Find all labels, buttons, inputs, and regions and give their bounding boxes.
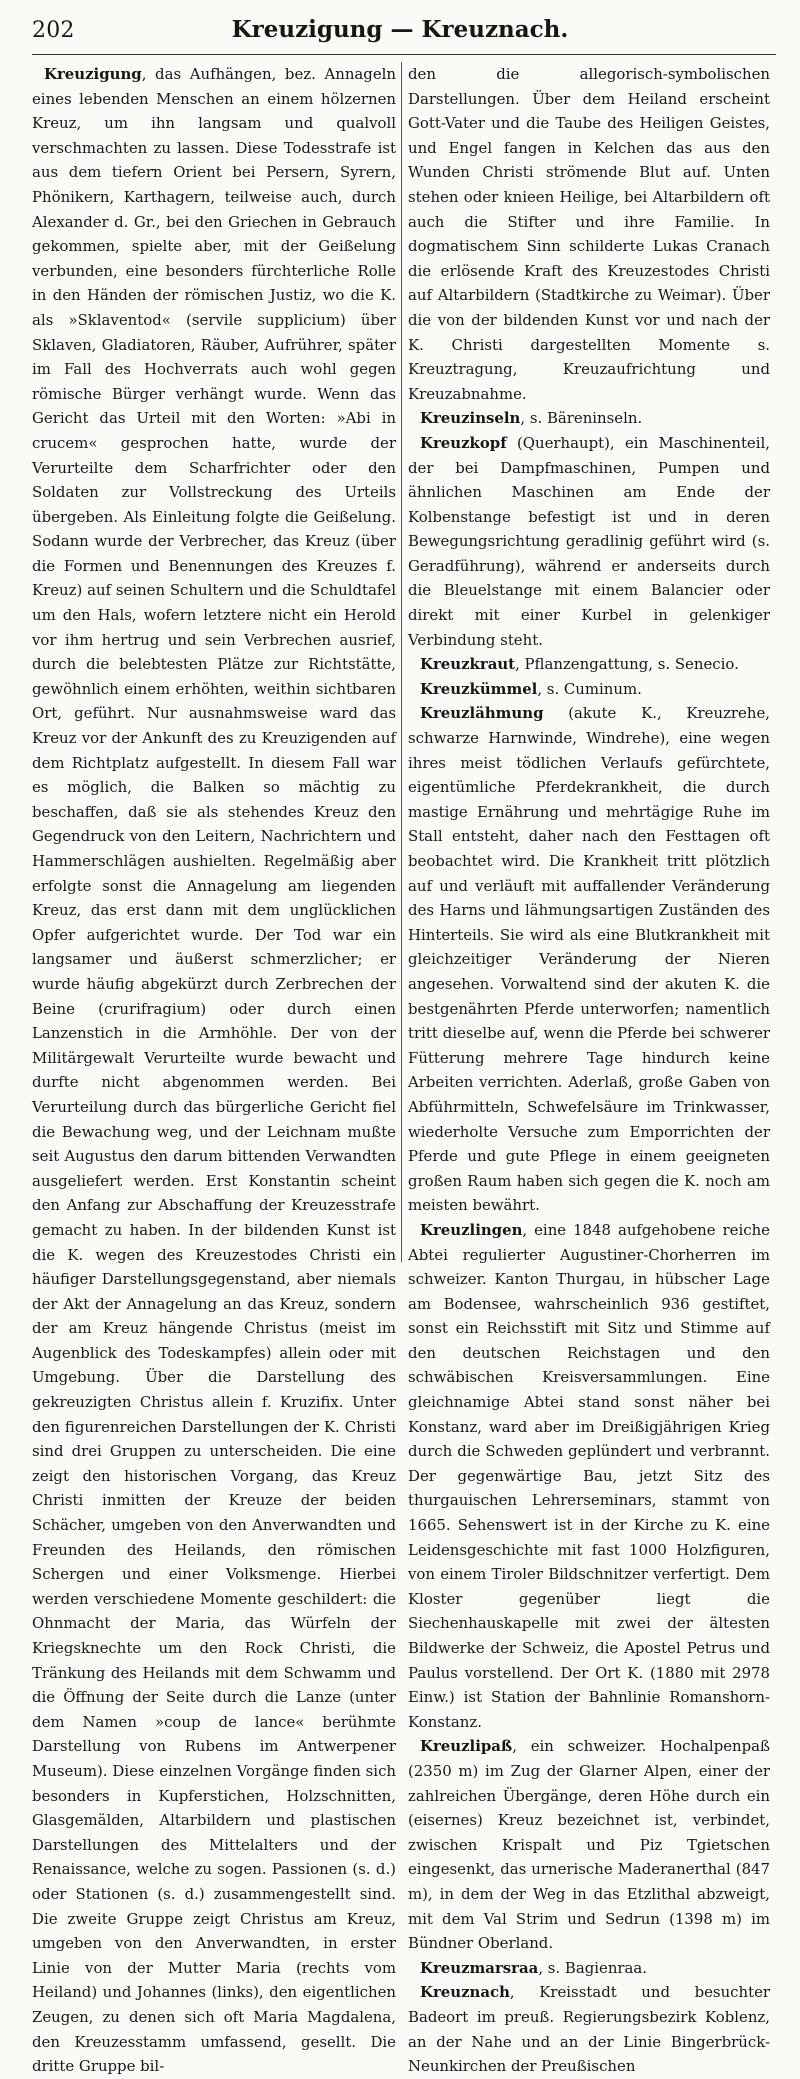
entry-kreuzkuemmel	[408, 677, 770, 702]
entry-kreuzlaehmung	[408, 701, 770, 1217]
entry-lemma: Kreuzlingen	[420, 1220, 523, 1239]
entry-lemma: Kreuzmarsraa	[420, 1958, 539, 1977]
entry-kreuzmarsraa	[408, 1956, 770, 1981]
entry-lemma: Kreuzlähmung	[420, 704, 544, 723]
column-divider	[401, 62, 402, 1262]
entry-lemma: Kreuzkümmel	[420, 679, 538, 698]
entry-lemma: Kreuznach	[420, 1983, 510, 2002]
entry-text: (Querhaupt), ein Maschinenteil, der bei Dampfmaschinen, Pumpen und ähnlichen Maschinen am Ende der Kolbenstange befestigt ist und in deren Bewegungsrichtung geradlinig geführt wird (s. Geradführung), während er anderseits durch die Bleuelstange mit einem Balancier oder direkt mit einer Kurbel in gelenkiger Verbindung steht.	[408, 433, 770, 649]
entry-kreuzinseln	[408, 406, 770, 431]
entry-text: , s. Cuminum.	[537, 679, 642, 698]
entry-text: , s. Bäreninseln.	[520, 409, 643, 428]
entry-kreuzigung	[32, 62, 396, 2079]
running-title: Kreuzigung — Kreuznach.	[231, 16, 569, 43]
entry-lemma: Kreuzlipaß	[420, 1737, 513, 1756]
entry-kreuzlingen	[408, 1218, 770, 1734]
entry-text: den die allegorisch-symbolischen Darstellungen. Über dem Heiland erscheint Gott-Vater und die Taube des Heiligen Geistes, und Engel fangen in Kelchen das aus den Wunden Christi strömende Blut auf. Unten stehen oder knieen Heilige, bei Altarbildern oft auch die Stifter und ihre Familie. In dogmatischem Sinn schilderte Lukas Cranach die erlösende Kraft des Kreuzestodes Christi auf Altarbildern (Stadtkirche zu Weimar). Über die von der bildenden Kunst vor und nach der K. Christi dargestellten Momente s. Kreuztragung, Kreuzaufrichtung und Kreuzabnahme.	[408, 65, 770, 403]
entry-kreuzkopf	[408, 431, 770, 652]
page-number: 202	[32, 18, 75, 43]
entry-kreuznach	[408, 1980, 770, 2078]
left-column	[32, 62, 396, 2076]
entry-text: , das Aufhängen, bez. Annageln eines lebenden Menschen an einem hölzernen Kreuz, um ihn langsam und qualvoll verschmachten zu lassen. Diese Todesstrafe ist aus dem tiefern Orient bei Persern, Syrern, Phönikern, Karthagern, teilweise auch, durch Alexander d. Gr., bei den Griechen in Gebrauch gekommen, spielte aber, mit der Geißelung verbunden, eine besonders fürchterliche Rolle in den Händen der römischen Justiz, wo die K. als »Sklaventod« (servile supplicium) über Sklaven, Gladiatoren, Räuber, Aufrührer, später im Fall des Hochverrats auch wohl gegen römische Bürger verhängt wurde. Wenn das Gericht das Urteil mit den Worten: »Abi in crucem« gesprochen hatte, wurde der Verurteilte dem Scharfrichter oder den Soldaten zur Vollstreckung des Urteils übergeben. Als Einleitung folgte die Geißelung. Sodann wurde der Verbrecher, das Kreuz (über die Formen und Benennungen des Kreuzes f. Kreuz) auf seinen Schultern und die Schuldtafel um den Hals, wofern letztere nicht ein Herold vor ihm hertrug und sein Verbrechen ausrief, durch die belebtesten Plätze zur Richtstätte, gewöhnlich einem erhöhten, weithin sichtbaren Ort, geführt. Nur ausnahmsweise ward das Kreuz vor der Ankunft des zu Kreuzigenden auf dem Richtplatz aufgestellt. In diesem Fall war es möglich, die Balken so mächtig zu beschaffen, daß sie als stehendes Kreuz den Gegendruck von den Leitern, Nachrichtern und Hammerschlägen aushielten. Regelmäßig aber erfolgte sonst die Annagelung am liegenden Kreuz, das erst dann mit dem unglücklichen Opfer aufgerichtet wurde. Der Tod war ein langsamer und äußerst schmerzlicher; er wurde häufig abgekürzt durch Zerbrechen der Beine (crurifragium) oder durch einen Lanzenstich in die Armhöhle. Der von der Militärgewalt Verurteilte wurde bewacht und durfte nicht abgenommen werden. Bei Verurteilung durch das bürgerliche Gericht fiel die Bewachung weg, und der Leichnam mußte seit Augustus den darum bittenden Verwandten ausgeliefert werden. Erst Konstantin scheint den Anfang zur Abschaffung der Kreuzesstrafe gemacht zu haben. In der bildenden Kunst ist die K. wegen des Kreuzestodes Christi ein häufiger Darstellungsgegenstand, aber niemals der Akt der Annagelung an das Kreuz, sondern der am Kreuz hängende Christus (meist im Augenblick des Todeskampfes) allein oder mit Umgebung. Über die Darstellung des gekreuzigten Christus allein f. Kruzifix. Unter den figurenreichen Darstellungen der K. Christi sind drei Gruppen zu unterscheiden. Die eine zeigt den historischen Vorgang, das Kreuz Christi inmitten der Kreuze der beiden Schächer, umgeben von den Anverwandten und Freunden des Heilands, den römischen Schergen und einer Volksmenge. Hierbei werden verschiedene Momente geschildert: die Ohnmacht der Maria, das Würfeln der Kriegsknechte um den Rock Christi, die Tränkung des Heilands mit dem Schwamm und die Öffnung der Seite durch die Lanze (unter dem Namen »coup de lance« berühmte Darstellung von Rubens im Antwerpener Museum). Diese einzelnen Vorgänge finden sich besonders in Kupferstichen, Holzschnitten, Glasgemälden, Altarbildern und plastischen Darstellungen des Mittelalters und der Renaissance, welche zu sogen. Passionen (s. d.) oder Stationen (s. d.) zusammengestellt sind. Die zweite Gruppe zeigt Christus am Kreuz, umgeben von den Anverwandten, in erster Linie von der Mutter Maria (rechts vom Heiland) und Johannes (links), den eigentlichen Zeugen, zu denen sich oft Maria Magdalena, den Kreuzesstamm umfassend, gesellt. Die dritte Gruppe bil-	[32, 65, 396, 2076]
entry-lemma: Kreuzigung	[44, 65, 142, 83]
entry-kreuzlipass	[408, 1734, 770, 1955]
entry-kreuzkraut	[408, 652, 770, 677]
entry-lemma: Kreuzkraut	[420, 655, 516, 674]
right-column	[408, 62, 770, 2076]
entry-lemma: Kreuzkopf	[420, 433, 507, 452]
entry-text: (akute K., Kreuzrehe, schwarze Harnwinde, Windrehe), eine wegen ihres meist tödlichen Verlaufs gefürchtete, eigentümliche Pferdekrankheit, die durch mastige Ernährung und mehrtägige Ruhe im Stall entsteht, daher nach den Festtagen oft beobachtet wird. Die Krankheit tritt plötzlich auf und verläuft mit auffallender Veränderung des Harns und lähmungsartigen Zuständen des Hinterteils. Sie wird als eine Blutkrankheit mit gleichzeitiger Veränderung der Nieren angesehen. Vorwaltend sind der akuten K. die bestgenährten Pferde unterworfen; namentlich tritt dieselbe auf, wenn die Pferde bei schwerer Fütterung mehrere Tage hindurch keine Arbeiten verrichten. Aderlaß, große Gaben von Abführmitteln, Schwefelsäure im Trinkwasser, wiederholte Versuche zum Emporrichten der Pferde und gute Pflege in einem geeigneten großen Raum haben sich gegen die K. noch am meisten bewährt.	[408, 704, 770, 1215]
entry-text: , s. Bagienraa.	[538, 1958, 648, 1977]
entry-lemma: Kreuzinseln	[420, 409, 521, 428]
entry-text: , Kreisstadt und besuchter Badeort im preuß. Regierungsbezirk Koblenz, an der Nahe und an der Linie Bingerbrück-Neunkirchen der Preußischen	[408, 1983, 770, 2076]
entry-text: , ein schweizer. Hochalpenpaß (2350 m) im Zug der Glarner Alpen, einer der zahlreichen Übergänge, deren Höhe durch ein (eisernes) Kreuz bezeichnet ist, verbindet, zwischen Krispalt und Piz Tgietschen eingesenkt, das urnerische Maderanerthal (847 m), in dem der Weg in das Etzlithal abzweigt, mit dem Val Strim und Sedrun (1398 m) im Bündner Oberland.	[408, 1737, 770, 1953]
entry-text: , Pflanzengattung, s. Senecio.	[515, 655, 739, 674]
entry-text: , eine 1848 aufgehobene reiche Abtei regulierter Augustiner-Chorherren im schweizer. Kanton Thurgau, in hübscher Lage am Bodensee, wahrscheinlich 936 gestiftet, sonst ein Reichsstift mit Sitz und Stimme auf den deutschen Reichstagen und den schwäbischen Kreisversammlungen. Eine gleichnamige Abtei stand sonst näher bei Konstanz, ward aber im Dreißigjährigen Krieg durch die Schweden geplündert und verbrannt. Der gegenwärtige Bau, jetzt Sitz des thurgauischen Lehrerseminars, stammt von 1665. Sehenswert ist in der Kirche zu K. eine Leidensgeschichte mit fast 1000 Holzfiguren, von einem Tiroler Bildschnitzer verfertigt. Dem Kloster gegenüber liegt die Siechenhauskapelle mit zwei der ältesten Bildwerke der Schweiz, die Apostel Petrus und Paulus vorstellend. Der Ort K. (1880 mit 2978 Einw.) ist Station der Bahnlinie Romanshorn-Konstanz.	[408, 1220, 770, 1731]
entry-continuation	[408, 62, 770, 406]
header-rule	[32, 54, 776, 55]
